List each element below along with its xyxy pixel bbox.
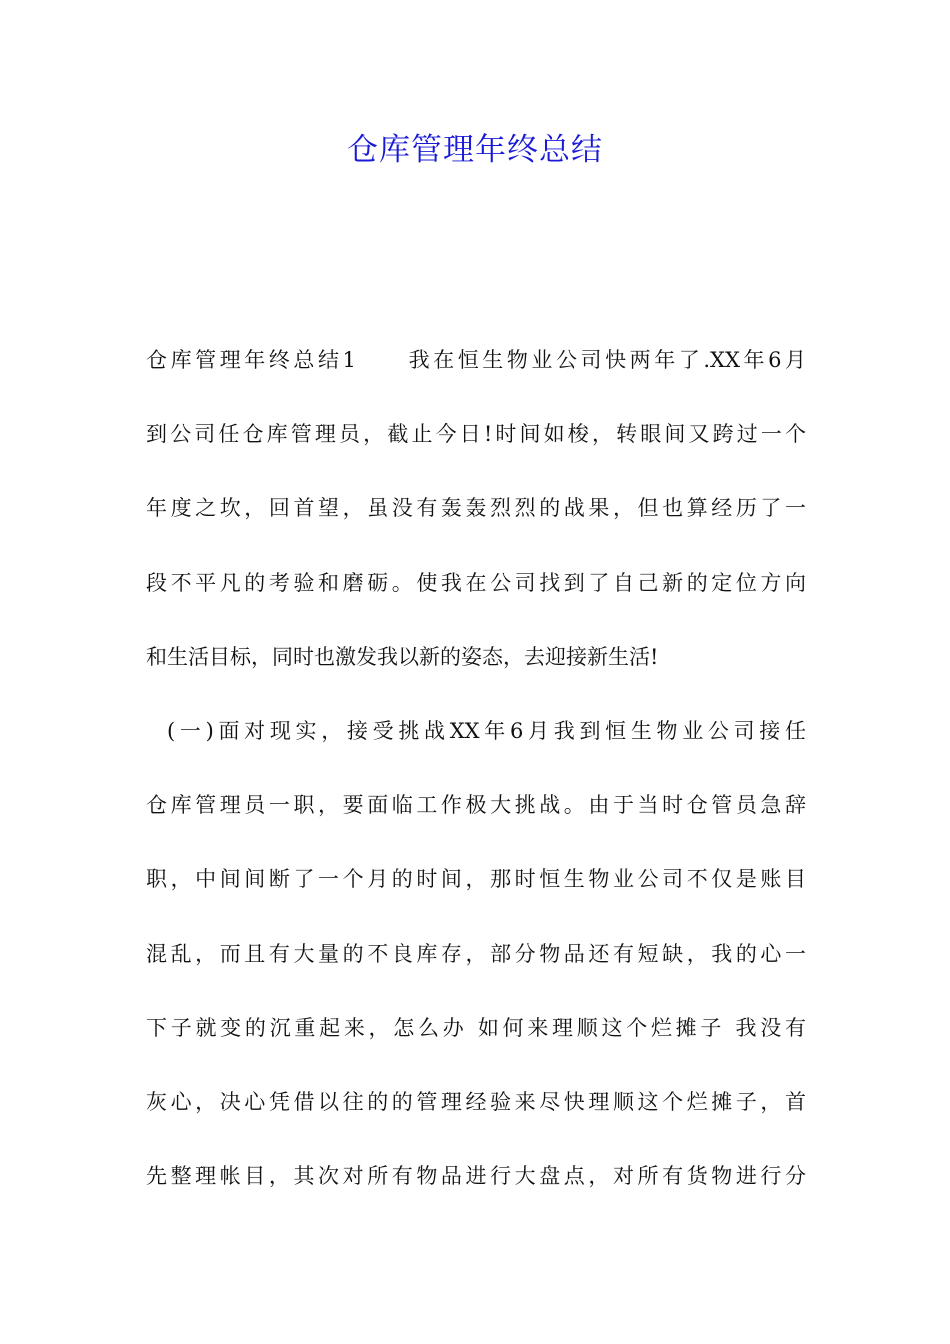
body-line: 仓库管理年终总结1 我在恒生物业公司快两年了.XX年6月 <box>146 348 806 372</box>
body-line: 灰心，决心凭借以往的的管理经验来尽快理顺这个烂摊子，首 <box>146 1089 806 1114</box>
body-line: 到公司任仓库管理员，截止今日!时间如梭，转眼间又跨过一个 <box>146 422 806 447</box>
body-line: 混乱，而且有大量的不良库存，部分物品还有短缺，我的心一 <box>146 941 806 966</box>
body-line: 职，中间间断了一个月的时间，那时恒生物业公司不仅是账目 <box>146 867 806 892</box>
body-line: 先整理帐目，其次对所有物品进行大盘点，对所有货物进行分 <box>146 1164 806 1189</box>
body-line: 段不平凡的考验和磨砺。使我在公司找到了自己新的定位方向 <box>146 570 806 595</box>
body-line: 和生活目标，同时也激发我以新的姿态，去迎接新生活! <box>146 644 659 669</box>
body-line: 年度之坎，回首望，虽没有轰轰烈烈的战果，但也算经历了一 <box>146 496 806 521</box>
body-line: 仓库管理员一职，要面临工作极大挑战。由于当时仓管员急辞 <box>146 793 806 818</box>
document-title: 仓库管理年终总结 <box>347 132 603 168</box>
document-body <box>146 338 806 1228</box>
body-line: (一)面对现实，接受挑战XX年6月我到恒生物业公司接任 <box>167 718 806 743</box>
body-line: 下子就变的沉重起来，怎么办 如何来理顺这个烂摊子 我没有 <box>146 1015 806 1040</box>
